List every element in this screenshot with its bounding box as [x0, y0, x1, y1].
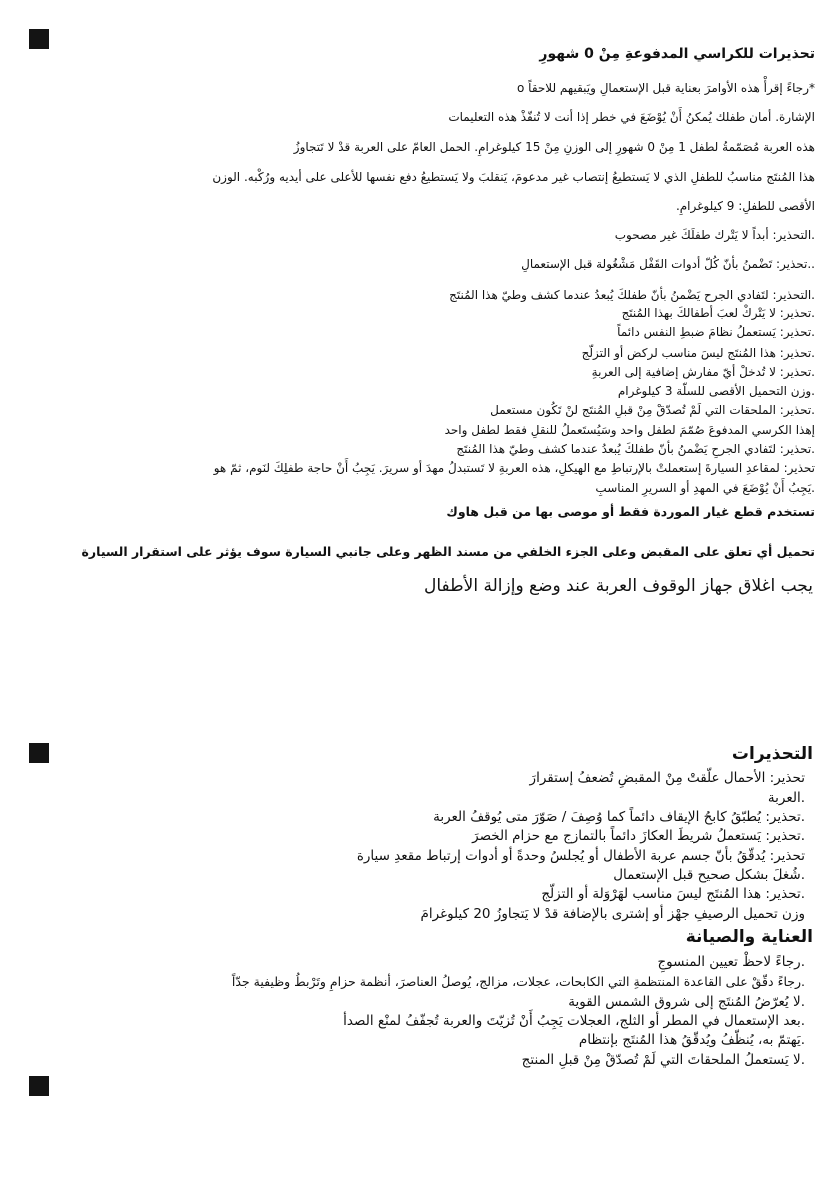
warning-line: .وزن التحميل الأقصى للسلّة 3 كيلوغرام: [617, 384, 815, 398]
warning-line: .تحذير: يُطبّقُ كابحُ الإيقاف دائماً كما وُصِفَ / صَوّرَ متى يُوقفُ العربة: [433, 809, 805, 825]
care-line: .لا يُعرّضُ المُنتَج إلى شروق الشمس القوية: [568, 994, 805, 1010]
warning-line: .تحذير: لا تُدخلْ أيّ مفارش إضافية إلى العربةِ: [591, 365, 815, 379]
page-marker-bottom: [29, 1076, 49, 1096]
warning-line: إهذا الكرسي المدفوعَ صُمّمَ لطفل واحد وسَيُستَعملُ للنقلِ فقط لطفل واحد: [444, 423, 815, 437]
intro-line: الإشارة. أمان طفلك يُمكنُ أَنْ يُوْضَعَ في خطر إذا أنت لا تُنفّذْ هذه التعليمات: [448, 110, 815, 124]
warning-line: .تحذير: هذا المُنتَج ليسَ مناسب لركض أو التزلّج: [581, 346, 815, 360]
care-line: .رجاءً لاحظْ تعيين المنسوجِ: [657, 954, 805, 970]
warning-line: تحذير: الأحمال علّقتْ مِنْ المقبضِ تُضعفُ إستقرارَ: [529, 770, 805, 786]
load-stability-note: تحميل أي تعلق على المقبض وعلى الجزء الخلفي من مسند الظهر وعلى جانبي السيارة سوف يؤثر على استقرار السيارة: [81, 544, 815, 559]
care-line: .بعد الإستعمال في المطر أو الثلج، العجلات يَجِبُ أَنْ تُزيّتَ والعربة تُجفّفُ لمنْع الصدأ: [343, 1013, 805, 1029]
spare-parts-note: تستخدم قطع غيار الموردة فقط أو موصى بها من قبل هاوك: [446, 504, 815, 519]
care-title: العناية والصيانة: [685, 927, 813, 947]
care-line: .رجاءً دقّقْ على القاعدة المنتظمةِ التي الكابحات، عجلات، مزالج، يُوصلُ العناصرَ، أنظمة حزامِ وتَرْبطُ وظيفية جدّاً: [231, 974, 805, 989]
warning-line: .شُغلَ بشكل صحيح قبل الإستعمال: [613, 867, 805, 883]
warning-line: وزن تحميل الرصيفِ جهْز أو إشترى بالإضافة قدْ لا يَتجاوزُ 20 كيلوغرامَ: [420, 906, 805, 922]
warning-line: .العربة: [767, 790, 805, 806]
intro-line: الأقصى للطفلِ: 9 كيلوغرامِ.: [675, 199, 815, 213]
intro-line: هذه العربة مُصَمّمةُ لطفل 1 مِنْ 0 شهورِ إلى الوزنِ مِنْ 15 كيلوغرامِ. الحمل العامّ على العربة قدْ لا تَتجاوزُ: [293, 140, 815, 154]
intro-line: هذا المُنتَج مناسبُ للطفلِ الذي لا يَستطيعُ إنتصاب غير مدعومَ، يَنقلبَ ولا يَستطيعُ دفع نفسها للأعلى على أيديه ورُكْبه. الوزن: [212, 170, 815, 184]
warnings-title: التحذيرات: [731, 744, 813, 764]
warning-line: تحذير: لمقاعدِ السيارةَ إستعملتْ بالإرتباطِ مع الهيكلِ، هذه العربةِ لا تَستبدلُ مهدَ أو سريرَ. يَجِبُ أَنْ حاجة طفلِكَ لنَوم، ثمّ هو: [213, 461, 815, 475]
intro-line: .التحذير: أبداً لا يَتْرك طفلَكَ غير مصحوب: [614, 228, 815, 242]
warning-line: .التحذير: لتَفادي الجرح يَضْمنُ بأنّ طفلكَ يُبعدُ عندما كشف وطيّ هذا المُنتَج: [449, 288, 815, 302]
page1-title: تحذيرات للكراسي المدفوعةِ مِنْ 0 شهورِ: [539, 46, 815, 62]
care-line: .يَهتمّ به، يُنظّفُ ويُدقّقُ هذا المُنتَج بإنتظام: [578, 1032, 805, 1048]
care-line: .لا يَستعملُ الملحقاتَ التي لَمْ تُصدّقْ مِنْ قبلِ المنتج: [521, 1052, 805, 1068]
warning-line: .تحذير: لتَفادي الجرحِ يَضْمنُ بأنّ طفلكَ يُبعدُ عندما كشف وطيّ هذا المُنتَج: [456, 442, 815, 456]
warning-line: .تحذير: يَستعملُ نظامَ ضبطِ النفس دائماً: [617, 325, 815, 339]
warning-line: .تحذير: لا يَتْركْ لعبَ أطفالكَ بهذا المُنتَج: [621, 306, 815, 320]
warning-line: تحذير: يُدقّقُ بأنّ جسم عربة الأطفال أو يُجلسُ وحدةً أو أدوات إرتباط مقعدِ سيارة: [356, 848, 805, 864]
warning-line: .يَجِبُ أَنْ يُوْضَعَ في المهدِ أو السريرِ المناسبِ: [595, 481, 815, 495]
warning-line: .تحذير: هذا المُنتَج ليسَ مناسب لهَرْوَلة أو التزلّج: [541, 886, 805, 902]
intro-line: ..تحذير: تَضْمنُ بأنّ كُلّ أدوات القَفْل مَشْغُولة قبل الإستعمالِ: [521, 257, 815, 271]
intro-line: *رجاءً إقرأْ هذه الأوامرَ بعناية قبل الإستعمالِ ويَبقيهم للاحقاً o: [517, 81, 815, 95]
warning-line: .تحذير: الملحقات التي لَمْ تُصدّقْ مِنْ قبلِ المُنتَج لنْ تَكُون مستعمل: [490, 403, 815, 417]
brake-note: يجب اغلاق جهاز الوقوف العربة عند وضع وإزالة الأطفال: [424, 576, 813, 596]
warning-line: .تحذير: يَستعملُ شريطَ العكازَ دائماً بالتمازج مع حزام الخصرَ: [472, 828, 805, 844]
